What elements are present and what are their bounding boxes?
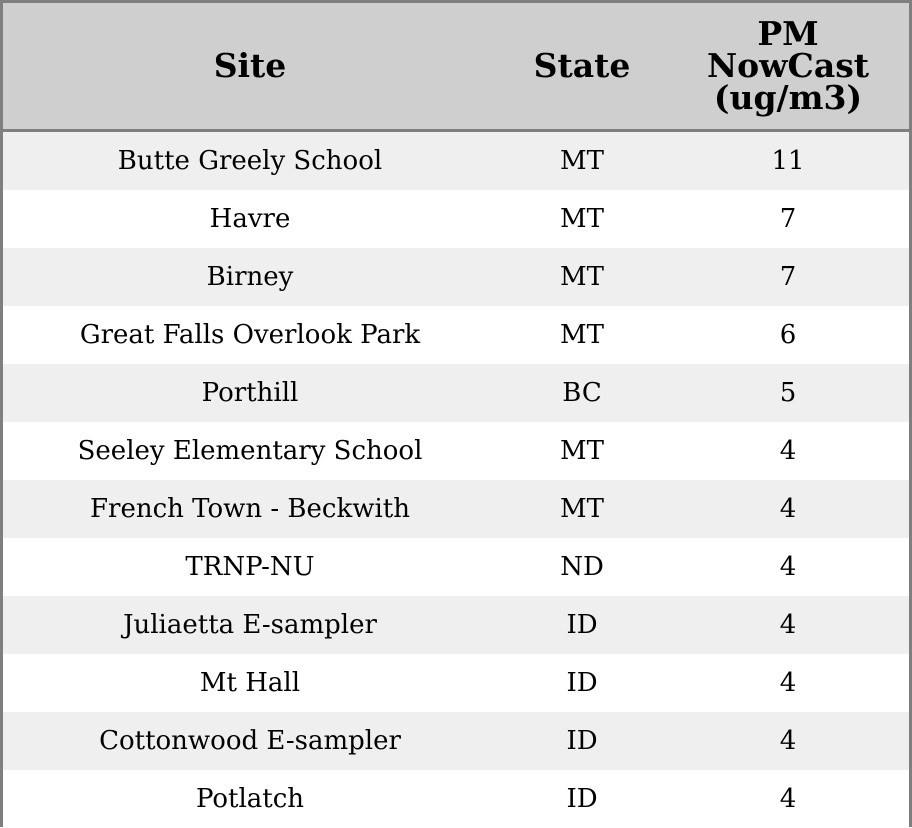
pm-value-cell: 6 xyxy=(779,320,797,350)
pm-value-cell: 11 xyxy=(771,146,805,176)
site-cell: Birney xyxy=(206,262,294,292)
pm-value-cell: 5 xyxy=(779,378,797,408)
table-row xyxy=(3,712,909,770)
pm-value-cell: 4 xyxy=(779,726,797,756)
table-row xyxy=(3,770,909,828)
state-cell: MT xyxy=(560,262,604,292)
pm-value-cell: 7 xyxy=(779,204,797,234)
site-cell: Seeley Elementary School xyxy=(77,436,423,466)
state-cell: MT xyxy=(560,204,604,234)
state-cell: ID xyxy=(566,784,598,814)
pm-value-cell: 4 xyxy=(779,552,797,582)
site-cell: Potlatch xyxy=(195,784,305,814)
site-cell: French Town - Beckwith xyxy=(89,494,411,524)
site-cell: Havre xyxy=(209,204,291,234)
column-header-state: State xyxy=(533,46,631,85)
pm-value-cell: 4 xyxy=(779,494,797,524)
pm-value-cell: 7 xyxy=(779,262,797,292)
state-cell: MT xyxy=(560,494,604,524)
table-row xyxy=(3,654,909,712)
site-cell: Juliaetta E-sampler xyxy=(123,610,377,640)
table-row xyxy=(3,364,909,422)
pm-value-cell: 4 xyxy=(779,784,797,814)
pm-value-cell: 4 xyxy=(779,436,797,466)
table-row xyxy=(3,306,909,364)
table-header xyxy=(3,3,909,132)
table-row xyxy=(3,480,909,538)
state-cell: MT xyxy=(560,146,604,176)
pm-value-cell: 4 xyxy=(779,668,797,698)
state-cell: ID xyxy=(566,726,598,756)
table-row xyxy=(3,248,909,306)
table-body xyxy=(3,132,909,828)
site-cell: Great Falls Overlook Park xyxy=(79,320,421,350)
pm-value-cell: 4 xyxy=(779,610,797,640)
site-cell: Porthill xyxy=(201,378,299,408)
state-cell: ID xyxy=(566,668,598,698)
state-cell: MT xyxy=(560,436,604,466)
state-cell: ND xyxy=(560,552,604,582)
table-row xyxy=(3,538,909,596)
table-row xyxy=(3,422,909,480)
table-row xyxy=(3,190,909,248)
table-row xyxy=(3,596,909,654)
site-cell: TRNP-NU xyxy=(185,552,315,582)
site-cell: Mt Hall xyxy=(199,668,301,698)
state-cell: ID xyxy=(566,610,598,640)
site-cell: Butte Greely School xyxy=(117,146,383,176)
table-row xyxy=(3,132,909,190)
state-cell: BC xyxy=(562,378,602,408)
column-header-site: Site xyxy=(213,46,287,85)
state-cell: MT xyxy=(560,320,604,350)
site-cell: Cottonwood E-sampler xyxy=(99,726,401,756)
column-header-pm-nowcast: PM NowCast (ug/m3) xyxy=(706,14,870,117)
